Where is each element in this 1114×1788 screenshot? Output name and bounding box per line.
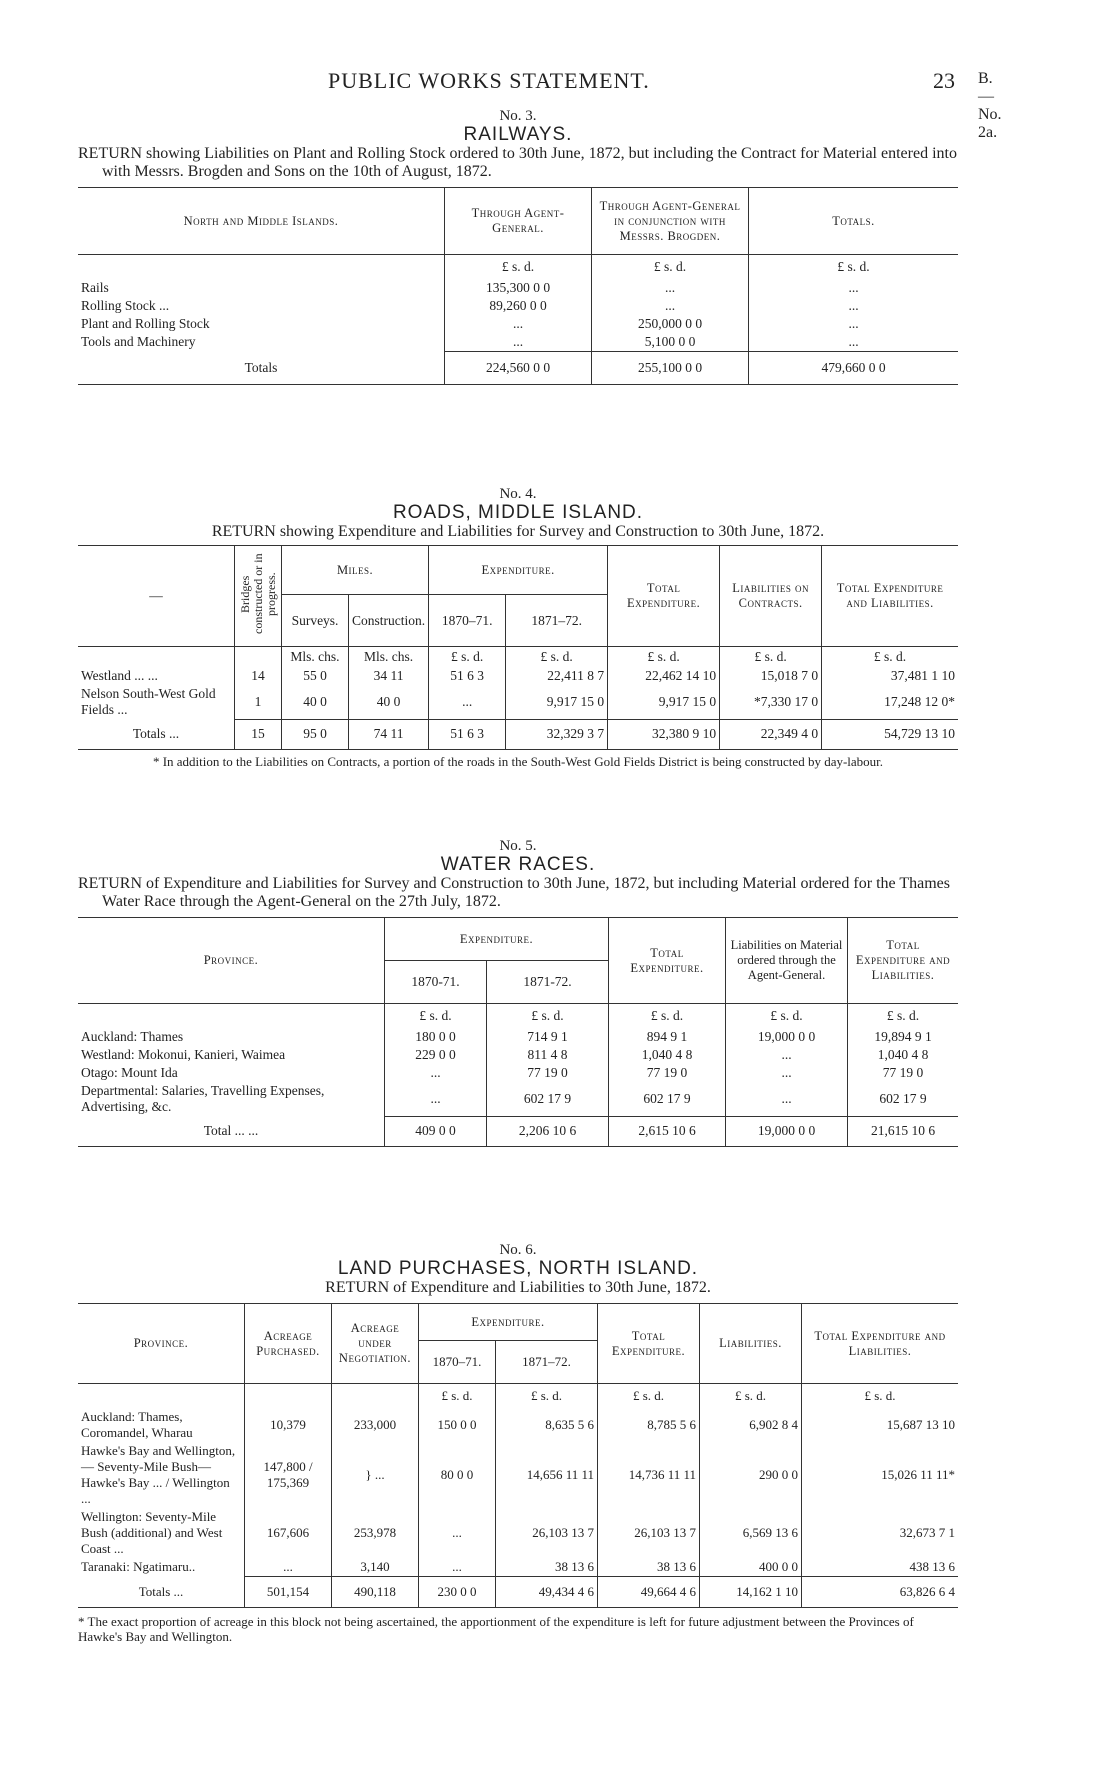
section-intro: RETURN showing Expenditure and Liabilities for Survey and Construction to 30th June, 1872. xyxy=(211,523,825,540)
page xyxy=(78,0,1002,1644)
section-intro: RETURN showing Liabilities on Plant and Rolling Stock ordered to 30th June, 1872, but including the Contract for Material entered into with Messrs. Brogden and Sons on the 10th of August, 1872. xyxy=(78,145,957,180)
table-row: Tools and Machinery ... 5,100 0 0 ... xyxy=(78,333,958,352)
units: £ s. d. xyxy=(837,259,870,274)
section-intro: RETURN of Expenditure and Liabilities for Survey and Construction to 30th June, 1872, but including Material ordered for the Thames Water Race through the Agent-General on the 27th July, 1872. xyxy=(78,875,950,910)
footnote: * The exact proportion of acreage in this block not being ascertained, the apportionment of the expenditure is left for future adjustment between the Provinces of Hawke's Bay and Wellington. xyxy=(78,1613,914,1644)
totals-row: Totals 224,560 0 0 255,100 0 0 479,660 0 0 xyxy=(78,352,958,385)
section-land-purchases xyxy=(78,1242,958,1644)
table-row: Otago: Mount Ida ... 77 19 0 77 19 0 ... 77 19 0 xyxy=(78,1064,958,1082)
footnote: * In addition to the Liabilities on Contracts, a portion of the roads in the South-West Gold Fields District is being constructed by day-labour. xyxy=(152,754,884,769)
roads-table: — Bridges constructed or in progress. Miles. Expenditure. Total Expenditure. Liabilities on Contracts. Total Expenditure and Liabilities. Surveys. Construction. 1870–71. 1871–72. Mls. chs. Mls. chs. £ s. d. £ s. d. £ s. d. £ s. d. £ s. d. Westland ... ... 14 55 0 34 11 51 6 3 22,411 8 7 22,462 14 10 15,018 7 0 37,481 1 10 Nelson South-West Gold Fields ... 1 40 0 40 0 ... 9,917 15 0 9,917 15 0 *7,330 17 0 17,248 12 0* Totals ... 15 95 0 74 11 51 6 3 32,329 3 7 32,380 9 10 22,349 4 0 54,729 13 10 xyxy=(78,545,958,750)
section-intro: RETURN of Expenditure and Liabilities to 30th June, 1872. xyxy=(325,1279,711,1296)
section-number: No. 5. xyxy=(499,838,537,854)
table-row: Wellington: Seventy-Mile Bush (additional) and West Coast ... 167,606 253,978 ... 26,103 13 7 26,103 13 7 6,569 13 6 32,673 7 1 xyxy=(78,1508,958,1558)
section-title: ROADS, MIDDLE ISLAND. xyxy=(392,502,644,523)
table-row: Rails 135,300 0 0 ... ... xyxy=(78,279,958,297)
units: £ s. d. xyxy=(592,255,749,280)
col-header: North and Middle Islands. xyxy=(78,188,445,255)
section-title: WATER RACES. xyxy=(440,854,596,875)
table-row: Rolling Stock ... 89,260 0 0 ... ... xyxy=(78,297,958,315)
table-row: Departmental: Salaries, Travelling Expenses, Advertising, &c. ... 602 17 9 602 17 9 ... 602 17 9 xyxy=(78,1082,958,1116)
table-row: Auckland: Thames 180 0 0 714 9 1 894 9 1 19,000 0 0 19,894 9 1 xyxy=(78,1028,958,1046)
table-row: Plant and Rolling Stock ... 250,000 0 0 ... xyxy=(78,315,958,333)
table-row: Westland ... ... 14 55 0 34 11 51 6 3 22,411 8 7 22,462 14 10 15,018 7 0 37,481 1 10 xyxy=(78,667,958,685)
table-row: Nelson South-West Gold Fields ... 1 40 0 40 0 ... 9,917 15 0 9,917 15 0 *7,330 17 0 17,248 12 0* xyxy=(78,685,958,719)
section-number: No. 3. xyxy=(499,108,537,124)
totals-row: Total ... ... 409 0 0 2,206 10 6 2,615 10 6 19,000 0 0 21,615 10 6 xyxy=(78,1116,958,1147)
water-races-table: Province. Expenditure. Total Expenditure. Liabilities on Material ordered through the Agent-General. Total Expenditure and Liabilities. 1870-71. 1871-72. £ s. d. £ s. d. £ s. d. £ s. d. £ s. d. Auckland: Thames 180 0 0 714 9 1 894 9 1 19,000 0 0 19,894 9 1 Westland: Mokonui, Kanieri, Waimea 229 0 0 811 4 8 1,040 4 8 ... 1,040 4 8 Otago: Mount Ida ... 77 19 0 77 19 0 ... 77 19 0 Departmental: Salaries, Travelling Expenses, Advertising, &c. ... 602 17 9 602 17 9 ... 602 17 9 Total ... ... 409 0 0 2,206 10 6 2,615 10 6 19,000 0 0 21,615 10 6 xyxy=(78,917,958,1147)
section-number: No. 4. xyxy=(499,486,537,502)
page-title: PUBLIC WORKS STATEMENT. xyxy=(328,68,650,93)
railways-table xyxy=(78,187,958,385)
table-row: Auckland: Thames, Coromandel, Wharau 10,379 233,000 150 0 0 8,635 5 6 8,785 5 6 6,902 8 4 15,687 13 10 xyxy=(78,1408,958,1442)
page-reference: B.—No. 2a. xyxy=(978,70,1002,141)
page-number: 23 xyxy=(933,68,955,93)
section-water-races xyxy=(78,838,958,1147)
col-header: Through Agent-General. xyxy=(445,188,592,255)
section-roads xyxy=(78,486,958,769)
units: £ s. d. xyxy=(445,255,592,280)
bridges-header: Bridges constructed or in progress. xyxy=(237,553,278,635)
totals-row: Totals ... 501,154 490,118 230 0 0 49,434 4 6 49,664 4 6 14,162 1 10 63,826 6 4 xyxy=(78,1577,958,1608)
section-title: LAND PURCHASES, NORTH ISLAND. xyxy=(337,1258,699,1279)
table-row: Hawke's Bay and Wellington,— Seventy-Mile Bush— Hawke's Bay ... / Wellington ... 147,800 / 175,369 } ... 80 0 0 14,656 11 11 14,736 11 11 290 0 0 15,026 11 11* xyxy=(78,1442,958,1508)
section-railways xyxy=(78,108,958,385)
col-header: Through Agent-General in conjunction with Messrs. Brogden. xyxy=(592,188,749,255)
table-row: Westland: Mokonui, Kanieri, Waimea 229 0 0 811 4 8 1,040 4 8 ... 1,040 4 8 xyxy=(78,1046,958,1064)
table-row: Taranaki: Ngatimaru.. ... 3,140 ... 38 13 6 38 13 6 400 0 0 438 13 6 xyxy=(78,1558,958,1577)
section-number: No. 6. xyxy=(499,1242,537,1258)
land-purchases-table: Province. Acreage Purchased. Acreage under Negotiation. Expenditure. Total Expenditure. Liabilities. Total Expenditure and Liabilities. 1870–71. 1871–72. £ s. d. £ s. d. £ s. d. £ s. d. £ s. d. Auckland: Thames, Coromandel, Wharau 10,379 233,000 150 0 0 8,635 5 6 8,785 5 6 6,902 8 4 15,687 13 10 Hawke's Bay and Wellington,— Seventy-Mile Bush— Hawke's Bay ... / Wellington ... 147,800 / 175,369 } ... 80 0 0 14,656 11 11 14,736 11 11 290 0 0 15,026 11 11* Wellington: Seventy-Mile Bush (additional) and West Coast ... 167,606 253,978 ... 26,103 13 7 26,103 13 7 6,569 13 6 32,673 7 1 Taranaki: Ngatimaru.. ... 3,140 ... 38 13 6 38 13 6 400 0 0 438 13 6 Totals ... 501,154 490,118 230 0 0 49,434 4 6 49,664 4 6 14,162 1 10 63,826 6 4 xyxy=(78,1303,958,1608)
col-header: Totals. xyxy=(832,213,875,228)
section-title: RAILWAYS. xyxy=(463,124,573,145)
totals-row: Totals ... 15 95 0 74 11 51 6 3 32,329 3 7 32,380 9 10 22,349 4 0 54,729 13 10 xyxy=(78,719,958,750)
